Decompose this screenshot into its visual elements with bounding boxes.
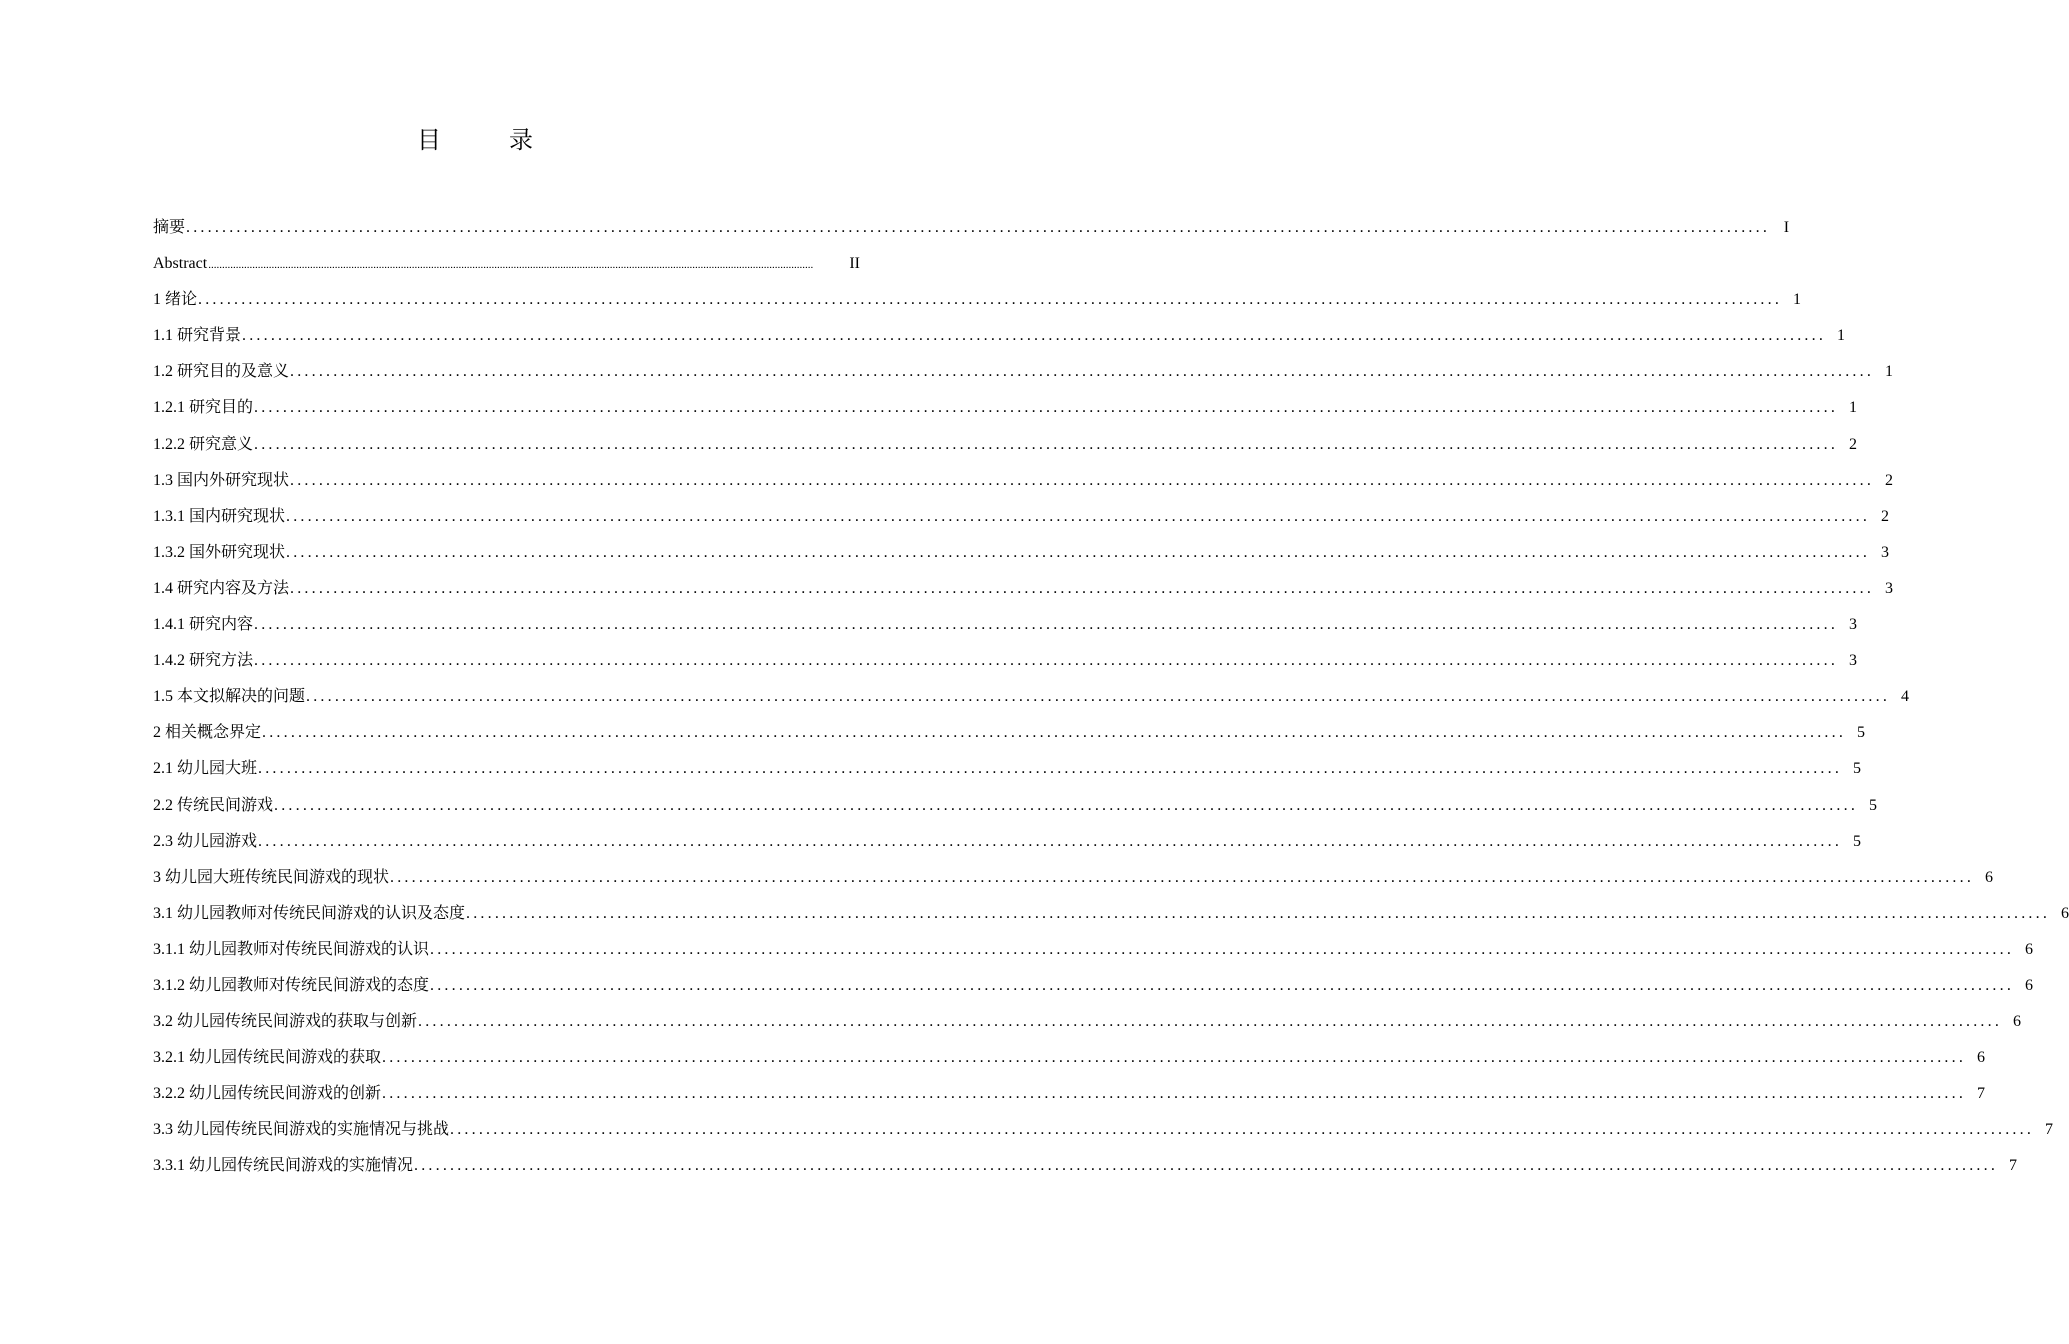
toc-entry-label: 3.1.2 幼儿园教师对传统民间游戏的态度 (153, 976, 430, 994)
toc-dot-leader: ............................................................................................................................................................................................................................ (186, 219, 1771, 236)
toc-dot-leader: ............................................................................................................................................................................................................................ (198, 291, 1783, 309)
toc-entry-label: 1.3.1 国内研究现状 (153, 507, 286, 525)
toc-dot-leader: ............................................................................................................................................................................................................................ (254, 652, 1839, 670)
toc-entry-label: 1.2 研究目的及意义 (153, 363, 290, 381)
toc-entry[interactable] (153, 282, 1802, 318)
toc-entry[interactable] (153, 715, 1866, 751)
toc-entry[interactable] (153, 499, 1890, 535)
toc-entry-page: 2 (1849, 435, 1858, 453)
toc-entry-page: 6 (1985, 868, 1994, 886)
toc-entry-page: 5 (1853, 760, 1862, 778)
toc-entry[interactable] (153, 1004, 2022, 1040)
toc-entry[interactable] (153, 860, 1994, 896)
toc-entry-label: 3.2 幼儿园传统民间游戏的获取与创新 (153, 1013, 418, 1031)
toc-entry[interactable] (153, 1148, 2018, 1184)
toc-dot-leader: ............................................................................................................................................................................................................................ (242, 327, 1827, 345)
toc-entry[interactable] (153, 354, 1894, 390)
toc-entry-page: 3 (1849, 652, 1858, 670)
toc-entry[interactable] (153, 427, 1858, 463)
toc-entry-label: 1.4 研究内容及方法 (153, 579, 290, 597)
toc-entry-label: 2.1 幼儿园大班 (153, 760, 258, 778)
toc-entry-label: 1.3 国内外研究现状 (153, 471, 290, 489)
toc-entry-label: 3 幼儿园大班传统民间游戏的现状 (153, 868, 390, 886)
toc-entry[interactable] (153, 390, 1858, 426)
toc-entry-label: 2 相关概念界定 (153, 724, 262, 742)
toc-dot-leader: ............................................................................................................................................................................................................................ (450, 1121, 2035, 1139)
toc-dot-leader: ............................................................................................................................................................................................................................ (290, 471, 1875, 489)
toc-dot-leader: ............................................................................................................................................................................................................................ (414, 1157, 1999, 1175)
toc-entry-page: 7 (2009, 1157, 2018, 1175)
toc-entry[interactable] (153, 1040, 1986, 1076)
toc-entry-label: 2.3 幼儿园游戏 (153, 832, 258, 850)
toc-entry-label: 1.4.1 研究内容 (153, 616, 254, 634)
toc-entry-page: II (849, 255, 860, 273)
toc-entry-label: 3.3 幼儿园传统民间游戏的实施情况与挑战 (153, 1121, 450, 1139)
toc-entry-page: 6 (2013, 1013, 2022, 1031)
toc-entry-page: 3 (1849, 616, 1858, 634)
toc-entry-label: 3.2.1 幼儿园传统民间游戏的获取 (153, 1049, 382, 1067)
toc-entry[interactable] (153, 968, 2034, 1004)
toc-entry-page: 1 (1793, 291, 1802, 309)
toc-entry[interactable] (153, 643, 1858, 679)
toc-entry[interactable] (153, 1076, 1986, 1112)
toc-entry[interactable] (153, 210, 1790, 246)
toc-entry-page: 7 (2045, 1121, 2054, 1139)
page-title: 目 录 (417, 128, 555, 154)
toc-entry[interactable] (153, 246, 860, 282)
toc-entry[interactable] (153, 932, 2034, 968)
toc-dot-leader: ............................................................................................................................................................................................................................ (466, 904, 2051, 922)
toc-dot-leader: ............................................................................................................................................................................................................................ (258, 832, 1843, 850)
toc-entry-label: 1.1 研究背景 (153, 327, 242, 345)
toc-entry[interactable] (153, 788, 1878, 824)
toc-entry-page: 1 (1837, 327, 1846, 345)
toc-dot-leader: ............................................................................................................................................................................................................................ (286, 507, 1871, 525)
toc-dot-leader: ............................................................................................................................................................................................................................ (254, 399, 1839, 417)
toc-entry-label: 1.4.2 研究方法 (153, 652, 254, 670)
toc-dot-leader: ............................................................................................................................................................................................................................ (208, 259, 814, 272)
toc-dot-leader: ............................................................................................................................................................................................................................ (306, 688, 1891, 706)
toc-entry-label: 1.2.1 研究目的 (153, 399, 254, 417)
toc-entry-page: 4 (1901, 688, 1910, 706)
toc-entry[interactable] (153, 535, 1890, 571)
toc-dot-leader: ............................................................................................................................................................................................................................ (430, 940, 2015, 958)
toc-entry[interactable] (153, 318, 1846, 354)
toc-entry[interactable] (153, 1112, 2054, 1148)
toc-dot-leader: ............................................................................................................................................................................................................................ (274, 796, 1859, 814)
toc-dot-leader: ............................................................................................................................................................................................................................ (382, 1049, 1967, 1067)
toc-entry[interactable] (153, 607, 1858, 643)
toc-dot-leader: ............................................................................................................................................................................................................................ (262, 724, 1847, 742)
toc-entry-page: 6 (2025, 940, 2034, 958)
toc-entry-page: 3 (1885, 579, 1894, 597)
toc-entry-label: 摘要 (153, 219, 186, 236)
toc-entry-page: 1 (1885, 363, 1894, 381)
toc-dot-leader: ............................................................................................................................................................................................................................ (290, 363, 1875, 381)
toc-entry[interactable] (153, 896, 2069, 932)
toc-entry-label: 3.3.1 幼儿园传统民间游戏的实施情况 (153, 1157, 414, 1175)
toc-dot-leader: ............................................................................................................................................................................................................................ (254, 435, 1839, 453)
toc-entry-page: 3 (1881, 543, 1890, 561)
toc-entry-label: 1.3.2 国外研究现状 (153, 543, 286, 561)
toc-entry-label: Abstract (153, 255, 208, 273)
toc-dot-leader: ............................................................................................................................................................................................................................ (290, 579, 1875, 597)
toc-dot-leader: ............................................................................................................................................................................................................................ (430, 976, 2015, 994)
toc-dot-leader: ............................................................................................................................................................................................................................ (286, 543, 1871, 561)
toc-entry-label: 3.2.2 幼儿园传统民间游戏的创新 (153, 1085, 382, 1103)
toc-entry-label: 3.1 幼儿园教师对传统民间游戏的认识及态度 (153, 904, 466, 922)
toc-entry[interactable] (153, 751, 1862, 787)
toc-entry-page: 1 (1849, 399, 1858, 417)
table-of-contents (153, 210, 2069, 1185)
toc-entry-label: 3.1.1 幼儿园教师对传统民间游戏的认识 (153, 940, 430, 958)
toc-entry-label: 1.2.2 研究意义 (153, 435, 254, 453)
toc-entry-page: 6 (2025, 976, 2034, 994)
toc-entry[interactable] (153, 463, 1894, 499)
toc-entry-page: 5 (1853, 832, 1862, 850)
toc-entry-label: 1 绪论 (153, 291, 198, 309)
toc-dot-leader: ............................................................................................................................................................................................................................ (418, 1013, 2003, 1031)
toc-dot-leader: ............................................................................................................................................................................................................................ (254, 616, 1839, 634)
toc-entry[interactable] (153, 571, 1894, 607)
toc-entry-page: 2 (1881, 507, 1890, 525)
toc-entry[interactable] (153, 679, 1910, 715)
toc-entry-page: I (1783, 219, 1790, 236)
toc-entry-page: 6 (2061, 904, 2069, 922)
toc-dot-leader: ............................................................................................................................................................................................................................ (390, 868, 1975, 886)
toc-entry-page: 7 (1977, 1085, 1986, 1103)
toc-entry-page: 6 (1977, 1049, 1986, 1067)
toc-entry-label: 1.5 本文拟解决的问题 (153, 688, 306, 706)
toc-entry-label: 2.2 传统民间游戏 (153, 796, 274, 814)
toc-entry[interactable] (153, 824, 1862, 860)
toc-entry-page: 5 (1857, 724, 1866, 742)
toc-entry-page: 2 (1885, 471, 1894, 489)
toc-entry-page: 5 (1869, 796, 1878, 814)
toc-dot-leader: ............................................................................................................................................................................................................................ (258, 760, 1843, 778)
toc-dot-leader: ............................................................................................................................................................................................................................ (382, 1085, 1967, 1103)
